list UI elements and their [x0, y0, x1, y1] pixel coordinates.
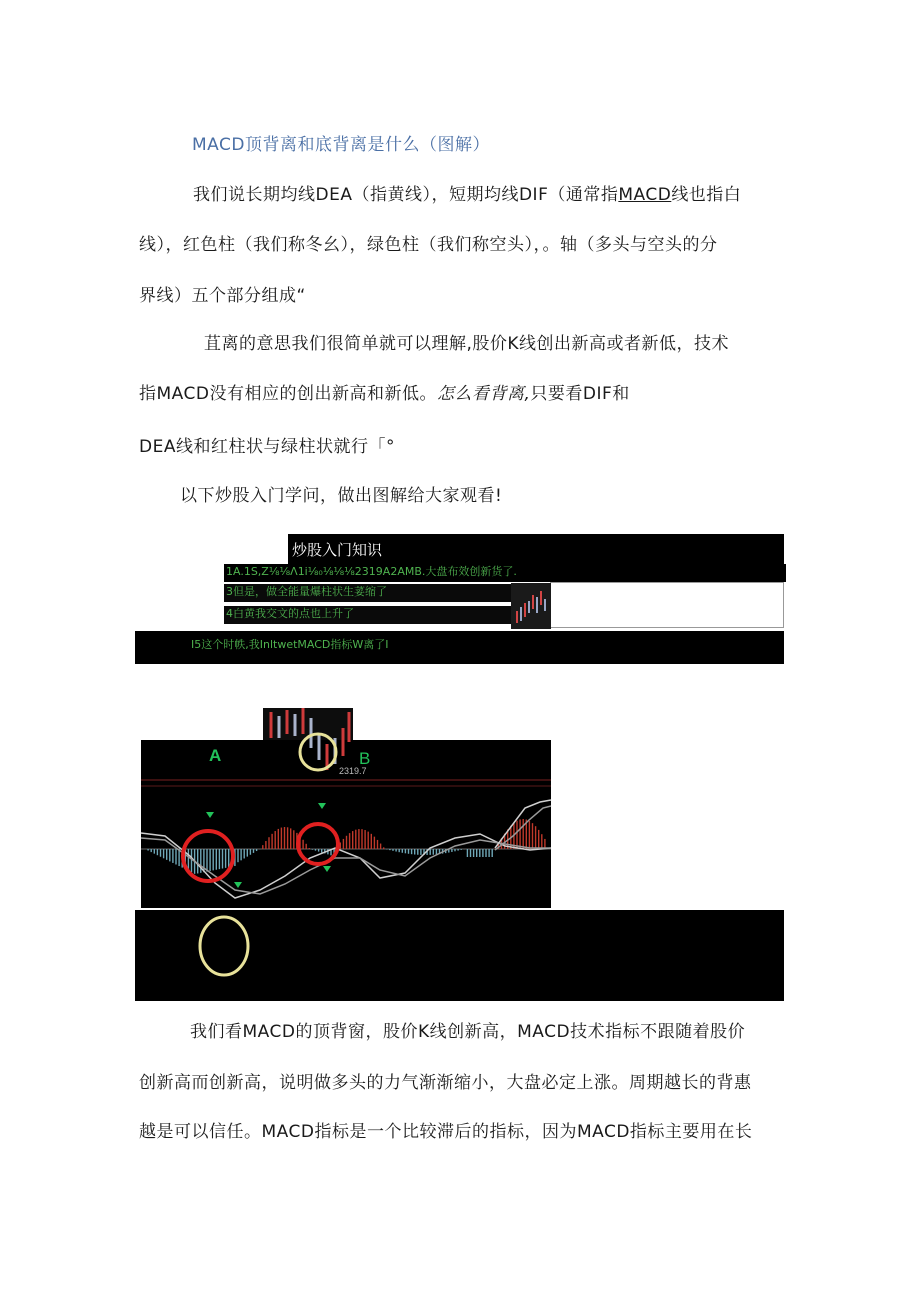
macd-chart: [135, 708, 785, 1001]
marker-label-a: A: [209, 746, 222, 765]
para1-line1-text-a: 我们说长期均线DEA（指黄线），短期均线DIF（通常指: [193, 185, 619, 205]
para2-line2-text-b: 只要看DIF和: [530, 384, 630, 404]
marker-label-b: B: [359, 749, 371, 768]
figure1-white-box: [550, 582, 784, 628]
para2-line1: 苴离的意思我们很简单就可以理解,股价K线创出新高或者新低，技术: [204, 334, 730, 354]
page-title: MACD顶背离和底背离是什么（图解）: [192, 135, 490, 155]
para1-line1: [193, 184, 741, 206]
para4-line3: 越是可以信任。MACD指标是一个比较滞后的指标，因为MACD指标主要用在长: [139, 1122, 753, 1142]
para1-line2: 线），红色柱（我们称冬幺），绿色柱（我们称空头），。轴（多头与空头的分: [139, 235, 718, 255]
para1-line3: 界线）五个部分组成“: [139, 286, 306, 306]
para1-line1-text-b: 线也指白: [671, 185, 742, 205]
para2-line2: [139, 383, 630, 405]
figure1-title: 炒股入门知识: [292, 541, 383, 559]
figure1-row: 4白黄我交文的点也上升了: [224, 606, 512, 624]
para2-line3: DEA线和红柱状与绿柱状就行「°: [139, 437, 395, 457]
figure1-row: 1A.1S,Z⅛⅛Λ1i⅛₀⅛⅛⅛2319A2AMB.大盘布效创新货了.: [224, 564, 786, 582]
macd-link[interactable]: MACD: [618, 185, 672, 205]
para4-line2: 创新高而创新高，说明做多头的力气渐渐缩小，大盘必定上涨。周期越长的背惠: [139, 1073, 752, 1093]
para2-line2-text-a: 指MACD没有相应的创出新高和新低。: [139, 384, 437, 404]
chart-date-label: 2319.7: [339, 766, 367, 776]
para4-line1: 我们看MACD的顶背窗，股价K线创新高，MACD技术指标不跟随着股价: [190, 1022, 746, 1042]
figure1-thumbnail-chart: [511, 583, 551, 629]
figure1-row: 3但是，做全能量爆柱状生荽缩了: [224, 584, 512, 602]
para2-line2-italic: 怎么看背离,: [436, 384, 531, 404]
para3: 以下炒股入门学问，做出图解给大家观看!: [180, 486, 503, 506]
figure1-bottom-text: I5这个时帙,我InltwetMACD指标W离了I: [191, 638, 389, 651]
